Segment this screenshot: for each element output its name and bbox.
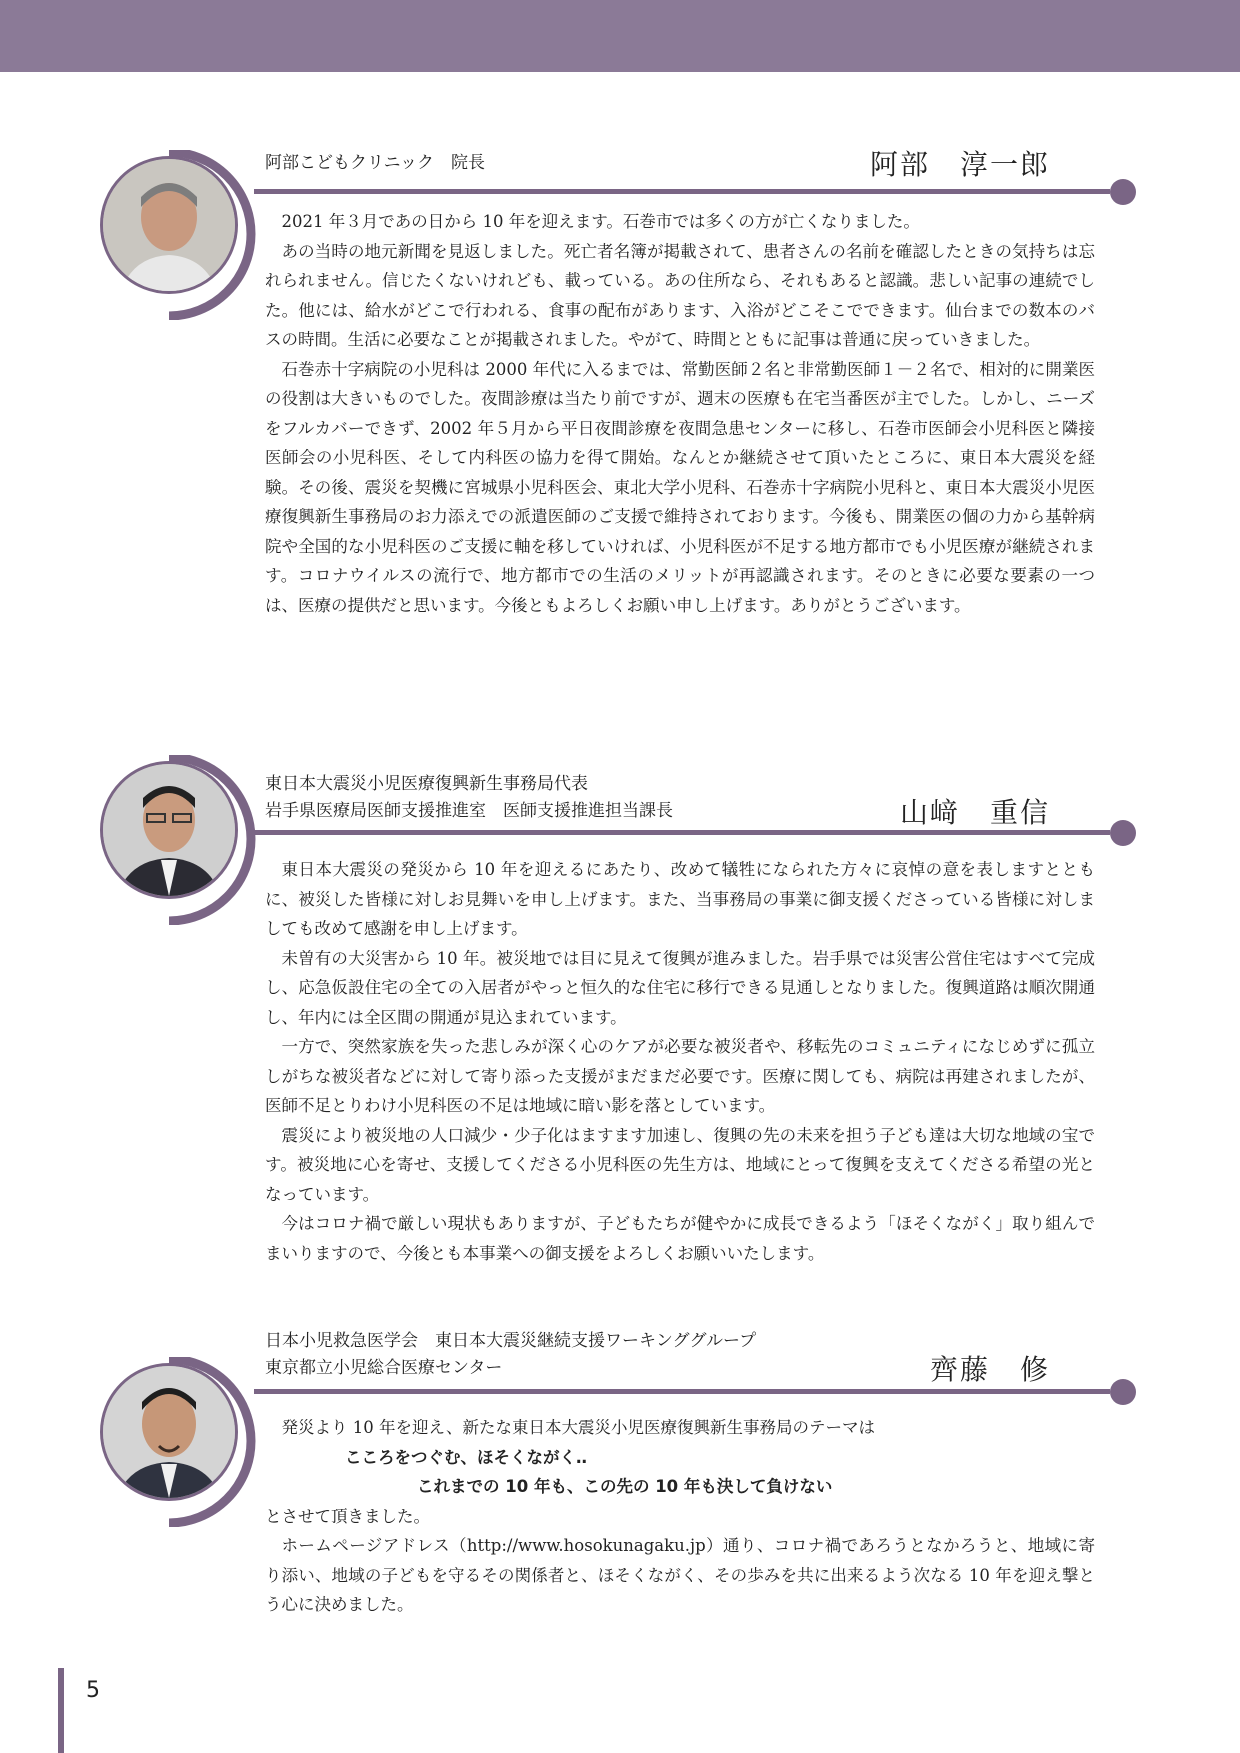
person-photo-icon — [103, 159, 235, 291]
avatar-frame — [94, 1357, 244, 1507]
paragraph: 2021 年３月であの日から 10 年を迎えます。石巻市では多くの方が亡くなりました。 — [281, 212, 920, 231]
affiliation-line: 東日本大震災小児医療復興新生事務局代表 — [265, 774, 588, 794]
author-name: 山﨑 重信 — [899, 796, 1050, 829]
author-name: 齊藤 修 — [929, 1353, 1050, 1386]
divider-dot — [1110, 1379, 1136, 1405]
avatar — [100, 156, 238, 294]
article-body — [265, 1413, 1095, 1620]
affiliation — [265, 1328, 756, 1382]
paragraph: 東日本大震災の発災から 10 年を迎えるにあたり、改めて犠牲になられた方々に哀悼の意を表しますとともに、被災した皆様に対しお見舞いを申し上げます。また、当事務局の事業に御支援くださっている皆様に対しましても改めて感謝を申し上げます。 — [265, 860, 1095, 938]
page-number-bar — [58, 1668, 64, 1753]
person-photo-icon — [103, 1366, 235, 1498]
paragraph: 石巻赤十字病院の小児科は 2000 年代に入るまでは、常勤医師２名と非常勤医師１－２名で、相対的に開業医の役割は大きいものでした。夜間診療は当たり前ですが、週末の医療も在宅当番医が主でした。しかし、ニーズをフルカバーできず、2002 年５月から平日夜間診療を夜間急患センターに移し、石巻市医師会小児科医と隣接医師会の小児科医、そして内科医の協力を得て開始。なんとか継続させて頂いたところに、東日本大震災を経験。その後、震災を契機に宮城県小児科医会、東北大学小児科、石巻赤十字病院小児科と、東日本大震災小児医療復興新生事務局のお力添えでの派遣医師のご支援で維持されております。今後も、開業医の個の力から基幹病院や全国的な小児科医のご支援に軸を移していければ、小児科医が不足する地方都市でも小児医療が継続されます。コロナウイルスの流行で、地方都市での生活のメリットが再認識されます。そのときに必要な要素の一つは、医療の提供だと思います。今後ともよろしくお願い申し上げます。ありがとうございます。 — [265, 359, 1095, 615]
avatar — [100, 761, 238, 899]
article-body — [265, 855, 1095, 1268]
author-name: 阿部 淳一郎 — [869, 148, 1050, 181]
affiliation — [265, 771, 673, 825]
affiliation-line: 阿部こどもクリニック 院長 — [265, 153, 485, 173]
avatar-frame — [94, 150, 244, 300]
avatar-frame — [94, 755, 244, 905]
paragraph: あの当時の地元新聞を見返しました。死亡者名簿が掲載されて、患者さんの名前を確認したときの気持ちは忘れられません。信じたくないけれども、載っている。あの住所なら、それもあると認識。悲しい記事の連続でした。他には、給水がどこで行われる、食事の配布があります、入浴がどこそこでできます。仙台までの数本のバスの時間。生活に必要なことが掲載されました。やがて、時間とともに記事は普通に戻っていきました。 — [265, 241, 1095, 349]
paragraph: ホームページアドレス（http://www.hosokunagaku.jp）通り、コロナ禍であろうとなかろうと、地域に寄り添い、地域の子どもを守るその関係者と、ほそくながく、その歩みを共に出来るよう次なる 10 年を迎え撃とう心に決めました。 — [265, 1536, 1095, 1614]
theme-line: これまでの 10 年も、この先の 10 年も決して負けない — [417, 1477, 833, 1496]
affiliation-line: 岩手県医療局医師支援推進室 医師支援推進担当課長 — [265, 801, 673, 821]
divider-rule — [254, 1389, 1110, 1394]
person-photo-icon — [103, 764, 235, 896]
divider-dot — [1110, 179, 1136, 205]
divider-dot — [1110, 820, 1136, 846]
affiliation-line: 東京都立小児総合医療センター — [265, 1358, 503, 1378]
page-number: 5 — [86, 1678, 100, 1703]
affiliation — [265, 150, 485, 177]
header-bar — [0, 0, 1240, 72]
divider-rule — [254, 189, 1110, 194]
avatar — [100, 1363, 238, 1501]
theme-line: こころをつぐむ、ほそくながく‥ — [345, 1447, 588, 1467]
paragraph: 一方で、突然家族を失った悲しみが深く心のケアが必要な被災者や、移転先のコミュニティになじめずに孤立しがちな被災者などに対して寄り添った支援がまだまだ必要です。医療に関しても、病院は再建されましたが、医師不足とりわけ小児科医の不足は地域に暗い影を落としています。 — [265, 1037, 1095, 1115]
paragraph: 未曽有の大災害から 10 年。被災地では目に見えて復興が進みました。岩手県では災害公営住宅はすべて完成し、応急仮設住宅の全ての入居者がやっと恒久的な住宅に移行できる見通しとなりました。復興道路は順次開通し、年内には全区間の開通が見込まれています。 — [265, 948, 1095, 1027]
paragraph: 今はコロナ禍で厳しい現状もありますが、子どもたちが健やかに成長できるよう「ほそくながく」取り組んでまいりますので、今後とも本事業への御支援をよろしくお願いいたします。 — [265, 1214, 1095, 1263]
divider-rule — [254, 830, 1110, 835]
affiliation-line: 日本小児救急医学会 東日本大震災継続支援ワーキンググループ — [265, 1331, 757, 1351]
article-body — [265, 207, 1095, 620]
paragraph: とさせて頂きました。 — [265, 1506, 430, 1526]
paragraph: 震災により被災地の人口減少・少子化はますます加速し、復興の先の未来を担う子ども達は大切な地域の宝です。被災地に心を寄せ、支援してくださる小児科医の先生方は、地域にとって復興を支えてくださる希望の光となっています。 — [265, 1125, 1095, 1204]
paragraph: 発災より 10 年を迎え、新たな東日本大震災小児医療復興新生事務局のテーマは — [281, 1418, 875, 1437]
